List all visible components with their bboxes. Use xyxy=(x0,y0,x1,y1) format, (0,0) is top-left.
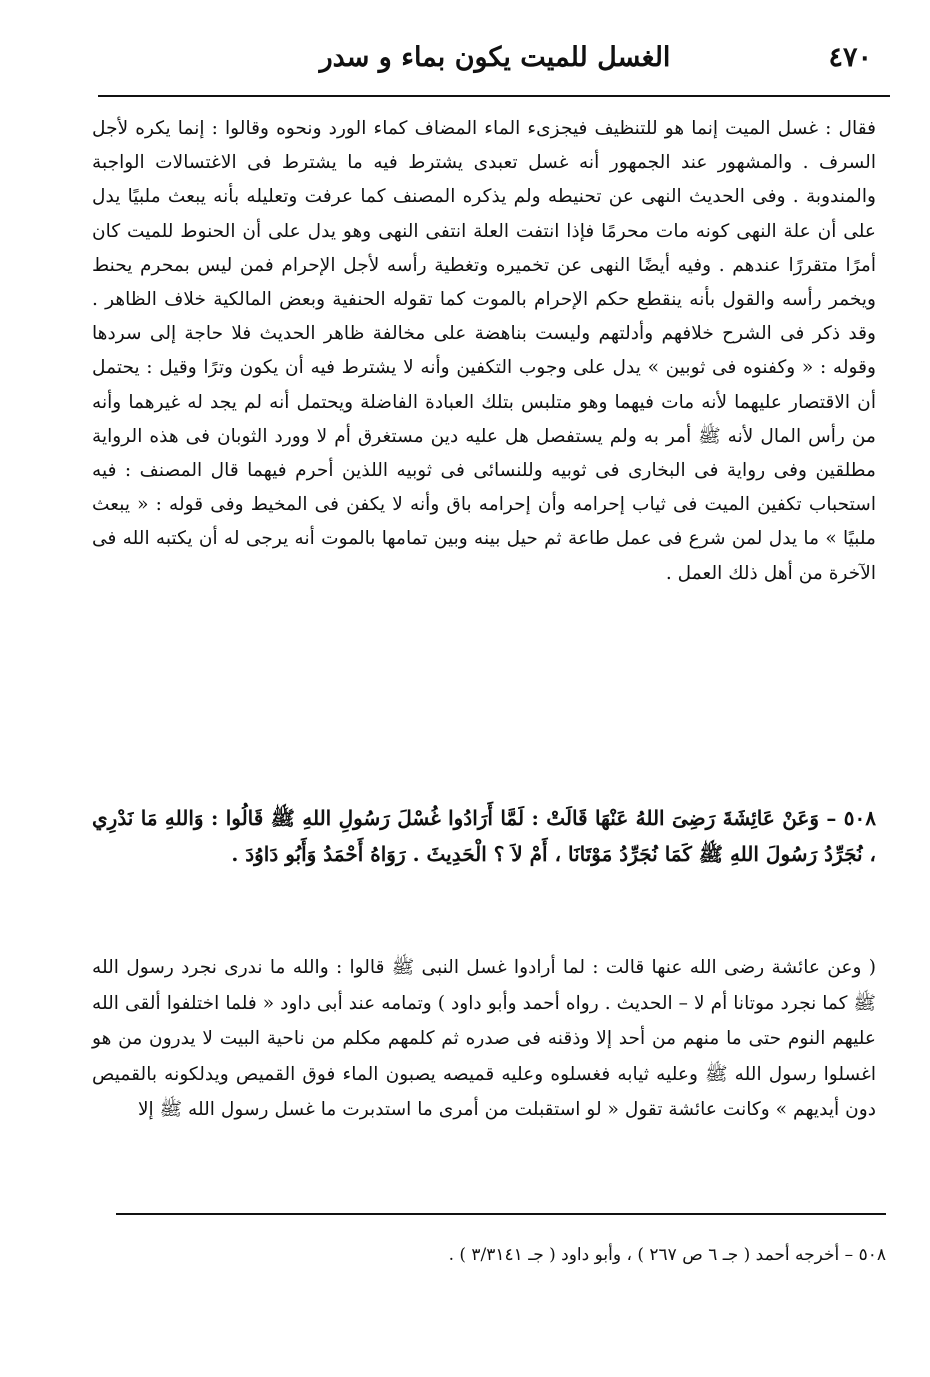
commentary-paragraph-2: ( وعن عائشة رضى الله عنها قالت : لما أرادوا غسل النبى ﷺ قالوا : والله ما ندرى نجرد رسول الله ﷺ كما نجرد موتانا أم لا – الحديث . رواه أحمد وأبو داود ) وتمامه عند أبى داود « فلما اختلفوا ألقى الله عليهم النوم حتى ما منهم من أحد إلا وذقنه فى صدره ثم كلمهم مكلم من ناحية البيت لا يدرون من هو اغسلوا رسول الله ﷺ وعليه ثيابه فغسلوه وعليه قميصه يصبون الماء فوق القميص ويدلكونه بالقميص دون أيديهم » وكانت عائشة تقول « لو استقبلت من أمرى ما استدبرت ما غسل رسول الله ﷺ إلا xyxy=(92,957,876,1120)
header-rule xyxy=(98,95,890,97)
commentary-paragraph: فقال : غسل الميت إنما هو للتنظيف فيجزىء الماء المضاف كماء الورد ونحوه وقالوا : إنما يكره لأجل السرف . والمشهور عند الجمهور أنه غسل تعبدى يشترط فيه ما يشترط فى الاغتسالات الواجبة والمندوبة . وفى الحديث النهى عن تحنيطه ولم يذكره المصنف كما عرفت وتعليله بأنه يبعث ملبيًا يدل على أن علة النهى كونه مات محرمًا فإذا انتفت العلة انتفى النهى وهو يدل على أن الحنوط للميت كان أمرًا متقررًا عندهم . وفيه أيضًا النهى عن تخميره وتغطية رأسه لأجل الإحرام فمن ليس بمحرم يحنط ويخمر رأسه والقول بأنه ينقطع حكم الإحرام بالموت كما تقوله الحنفية وبعض المالكية خلاف الظاهر . وقد ذكر فى الشرح خلافهم وأدلتهم وليست بناهضة على مخالفة ظاهر الحديث فلا حاجة إلى سردها وقوله : « وكفنوه فى ثوبين » يدل على وجوب التكفين وأنه لا يشترط فيه أن يكون وترًا وقيل : يحتمل أن الاقتصار عليهما لأنه مات فيهما وهو متلبس بتلك العبادة الفاضلة ويحتمل أنه لم يجد له غيرهما وأنه من رأس المال لأنه ﷺ أمر به ولم يستفصل هل عليه دين مستغرق أم لا وورد الثوبان فى هذه الرواية مطلقين وفى رواية فى البخارى فى ثوبيه وللنسائى فى ثوبيه اللذين أحرم فيهما قال المصنف : فيه استحباب تكفين الميت فى ثياب إحرامه وأن إحرامه باق وأنه لا يكفن فى المخيط وفى قوله : « يبعث ملبيًا » ما يدل لمن شرع فى عمل طاعة ثم حيل بينه وبين تمامها بالموت أنه يرجى له أن يكتبه الله فى الآخرة من أهل ذلك العمل . xyxy=(92,118,877,584)
page-number: ٤٧٠ xyxy=(828,42,872,73)
footnote-rule xyxy=(116,1213,886,1215)
page-header xyxy=(110,38,880,88)
footnote: ٥٠٨ – أخرجه أحمد ( جـ ٦ ص ٢٦٧ ) ، وأبو داود ( جـ ٣/٣١٤١ ) . xyxy=(448,1245,886,1265)
hadith-text: ٥٠٨ – وَعَنْ عَائِشَةَ رَضِىَ اللهُ عَنْهَا قَالَتْ : لَمَّا أَرَادُوا غُسْلَ رَسُولِ اللهِ ﷺ قَالُوا : وَاللهِ مَا نَدْرِي ، نُجَرِّدُ رَسُولَ اللهِ ﷺ كَمَا نُجَرِّدُ مَوْتَانَا ، أَمْ لاَ ؟ الْحَدِيثَ . رَوَاهُ أَحْمَدُ وَأَبُو دَاوُدَ . xyxy=(92,806,876,866)
running-title: الغسل للميت يكون بماء و سدر xyxy=(319,42,671,73)
